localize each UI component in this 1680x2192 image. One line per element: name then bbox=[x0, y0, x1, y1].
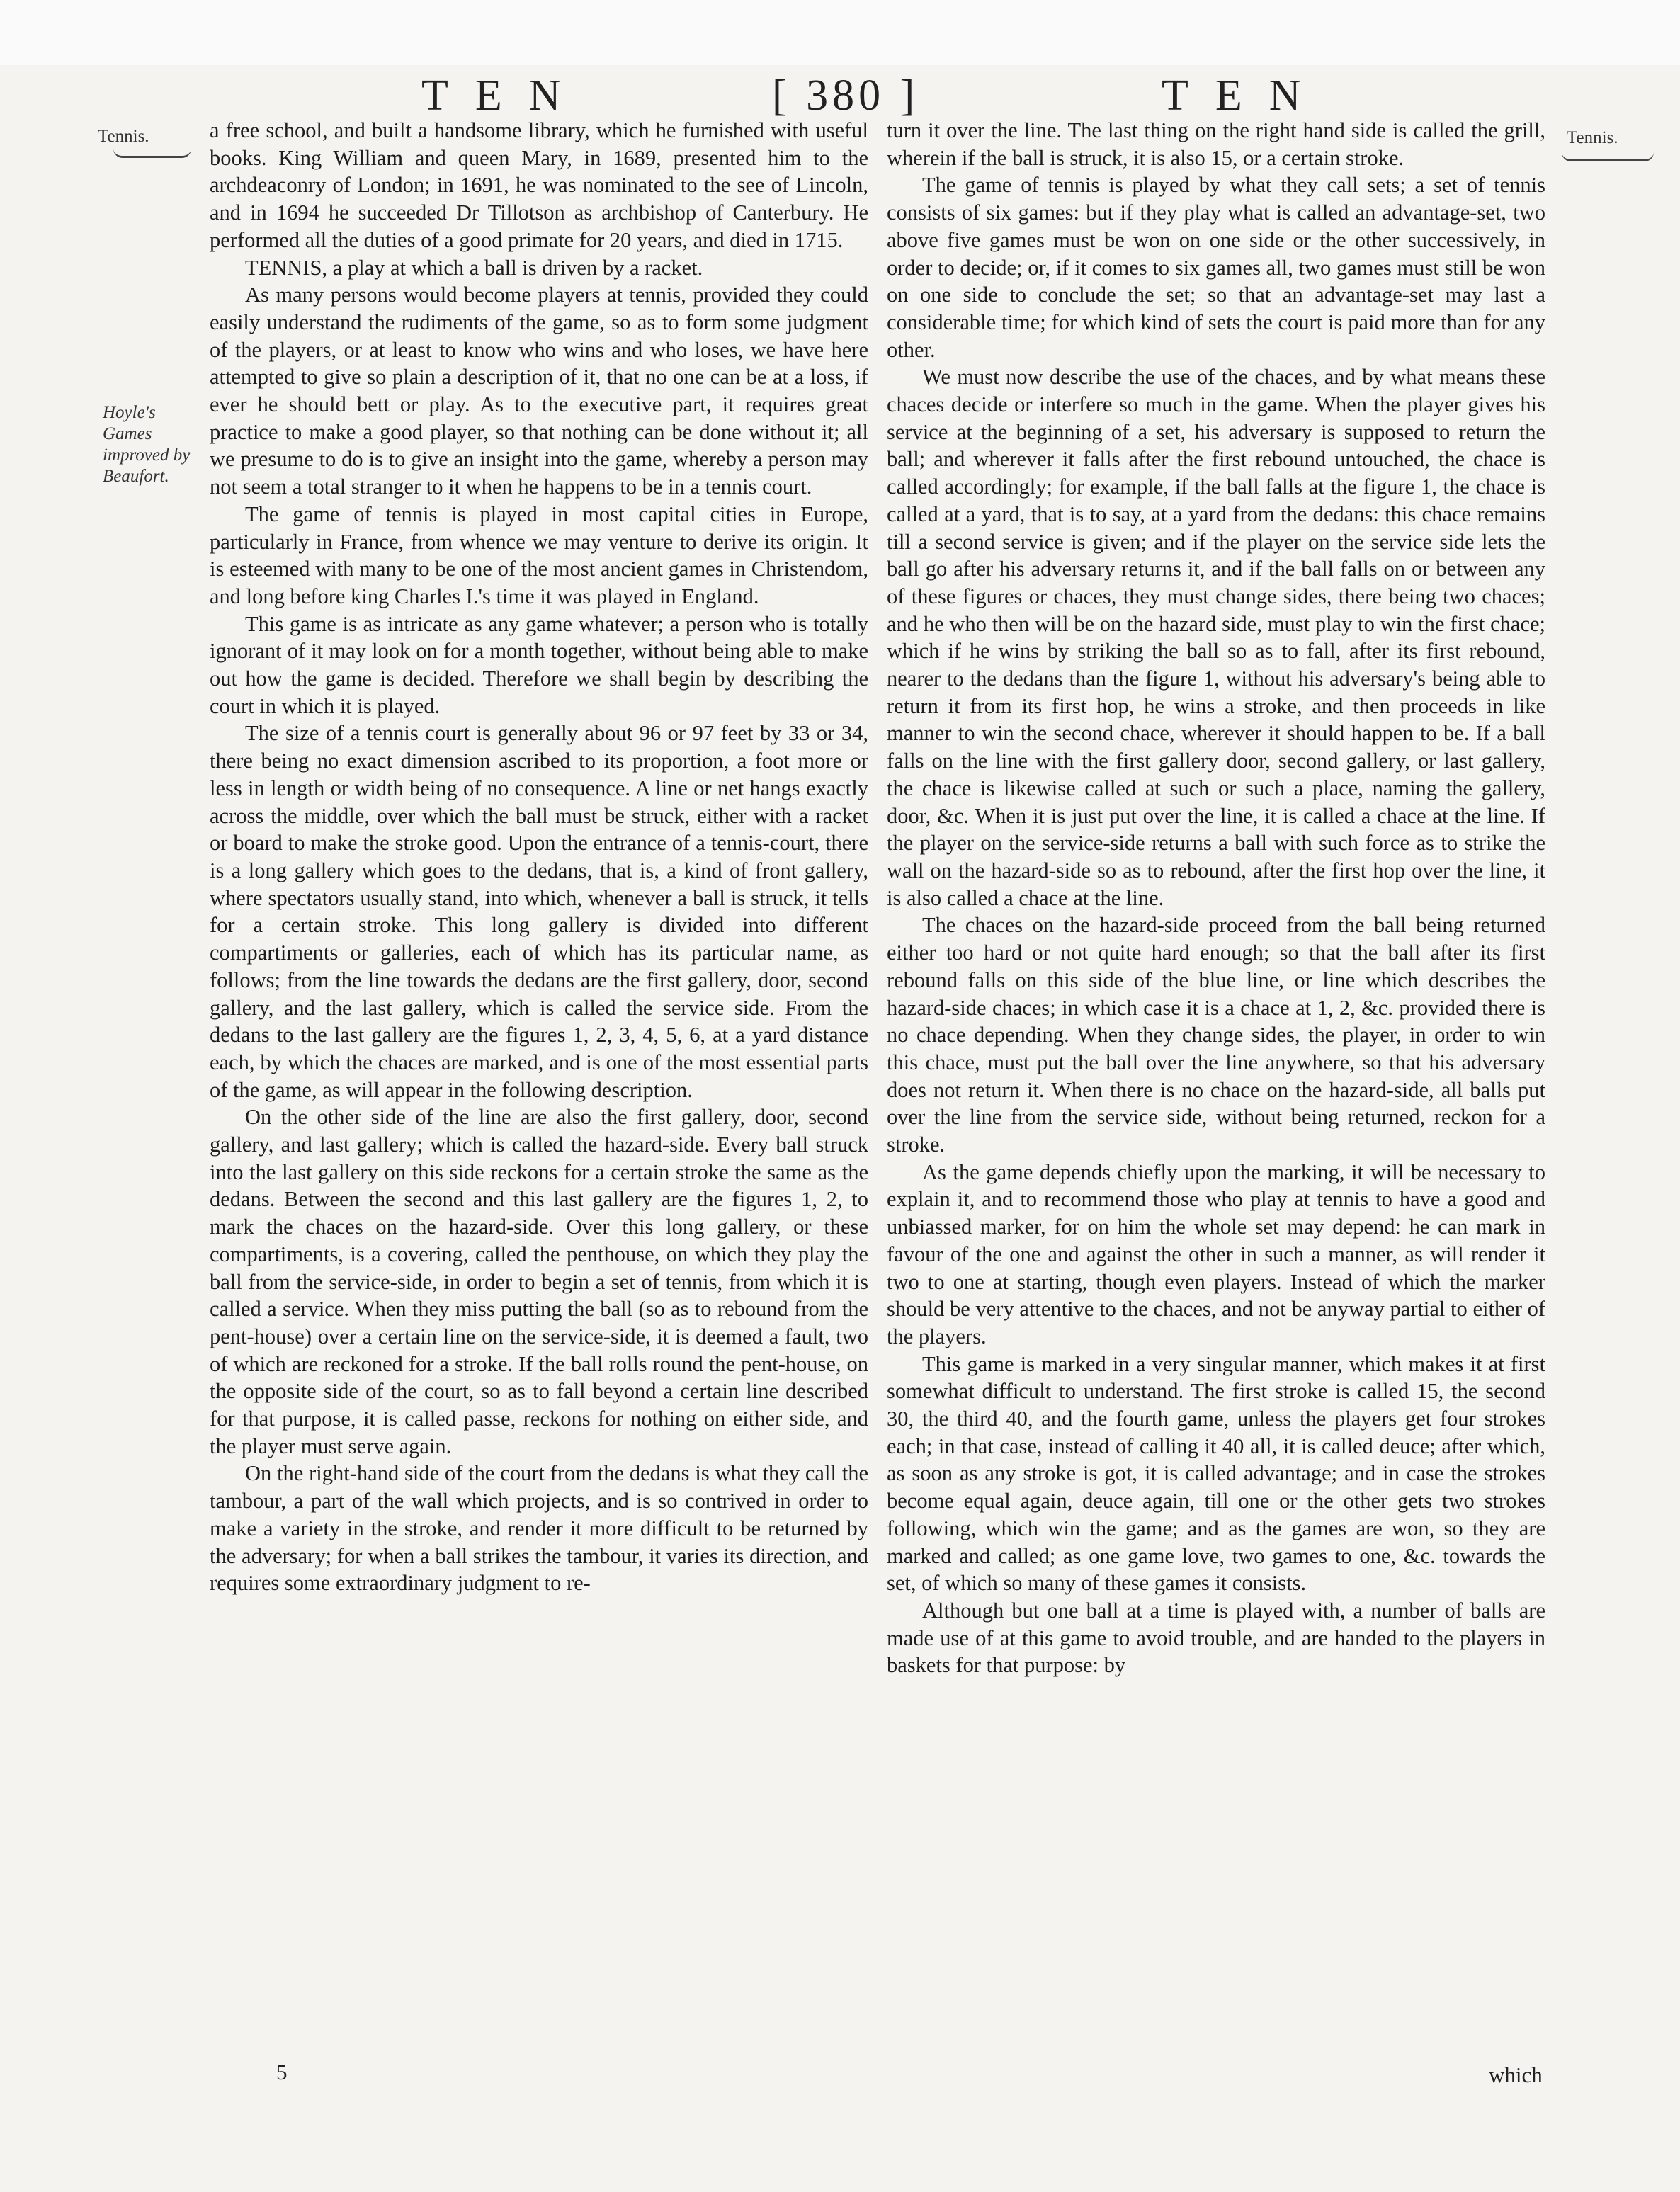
running-head-right: TEN bbox=[1162, 72, 1328, 120]
paragraph: We must now describe the use of the chaces, and by what means these chaces decide or interfere so much in the game. When the player gives his service at the beginning of a set, his adversary is supposed to return the ball; and wherever it falls after the first rebound untouched, the chace is called accordingly; for example, if the ball falls at the figure 1, the chace is called at a yard, that is to say, at a yard from the dedans: this chace remains till a second service is given; and if the player on the service side lets the ball go after his adversary returns it, and if the ball falls on or between any of these figures or chaces, they must change sides, there being two chaces; and he who then will be on the hazard side, must play to win the first chace; which if he wins by striking the ball so as to fall, after its first rebound, nearer to the dedans than the figure 1, without his adversary's being able to return it from its first hop, he wins a stroke, and then proceeds in like manner to win the second chace, wherever it should happen to be. If a ball falls on the line with the first gallery door, second gallery, or last gallery, the chace is likewise called at such or such a place, naming the gallery, door, &c. When it is just put over the line, it is called a chace at the line. If the player on the service-side returns a ball with such force as to strike the wall on the hazard-side so as to rebound, after the first hop over the line, it is also called a chace at the line. bbox=[887, 365, 1545, 910]
paragraph: The game of tennis is played in most capital cities in Europe, particularly in France, from whence we may venture to derive its origin. It is esteemed with many to be one of the most ancient games in Christendom, and long before king Charles I.'s time it was played in England. bbox=[210, 501, 868, 608]
side-note-left: Tennis. bbox=[98, 127, 149, 146]
paragraph: On the right-hand side of the court from the dedans is what they call the tambour, a part of the wall which projects, and is so contrived in order to make a variety in the stroke, and render it more difficult to be returned by the adversary; for when a ball strikes the tambour, it varies its direction, and requires some extraordinary judgment to re- bbox=[210, 1461, 868, 1596]
side-note-left-brace bbox=[113, 149, 191, 158]
signature-mark: 5 bbox=[276, 2060, 288, 2084]
paragraph: As many persons would become players at tennis, provided they could easily understand the rudiments of the game, so as to form some judgment of the players, or at least to know who wins and who loses, we have here attempted to give so plain a description of it, that no one can be at a loss, if ever he should bett or play. As to the executive part, it requires great practice to make a good player, so that nothing can be done without it; all we presume to do is to give an insight into the game, whereby a person may not seem a total stranger to it when he happens to be in a tennis court. bbox=[210, 283, 868, 499]
paragraph: The game of tennis is played by what they call sets; a set of tennis consists of six games: but if they play what is called an advantage-set, two above five games must be won on one side or the other successively, in order to decide; or, if it comes to six games all, two games must still be won on one side to conclude the set; so that an advantage-set may last a considerable time; for which kind of sets the court is paid more than for any other. bbox=[887, 173, 1545, 362]
catchword: which bbox=[1489, 2062, 1543, 2087]
paragraph: a free school, and built a handsome library, which he furnished with useful books. King William and queen Mary, in 1689, presented him to the archdeaconry of London; in 1691, he was nominated to the see of Lincoln, and in 1694 he succeeded Dr Tillotson as archbishop of Canterbury. He performed all the duties of a good primate for 20 years, and died in 1715. bbox=[210, 118, 868, 252]
side-note-hoyle: Hoyle's Games improved by Beaufort. bbox=[103, 403, 191, 486]
running-head-left: TEN bbox=[421, 72, 588, 120]
paragraph: The size of a tennis court is generally about 96 or 97 feet by 33 or 34, there being no exact dimension ascribed to its proportion, a foot more or less in length or width being of no consequence. A line or net hangs exactly across the middle, over which the ball must be struck, either with a racket or board to make the stroke good. Upon the entrance of a tennis-court, there is a long gallery which goes to the dedans, that is, a kind of front gallery, where spectators usually stand, into which, whenever a ball is struck, it tells for a certain stroke. This long gallery is divided into different compartiments or galleries, each of which has its particular name, as follows; from the line towards the dedans are the first gallery, door, second gallery, and the last gallery, which is called the service side. From the dedans to the last gallery are the figures 1, 2, 3, 4, 5, 6, at a yard distance each, by which the chaces are marked, and is one of the most essential parts of the game, as will appear in the following description. bbox=[210, 721, 868, 1102]
paragraph: Although but one ball at a time is played with, a number of balls are made use of at this game to avoid trouble, and are handed to the players in baskets for that purpose: by bbox=[887, 1598, 1545, 1678]
paragraph: TENNIS, a play at which a ball is driven by a racket. bbox=[245, 255, 703, 280]
page-number: [ 380 ] bbox=[772, 72, 919, 120]
viewer-top-bar bbox=[0, 0, 1680, 67]
right-column bbox=[887, 117, 1545, 2072]
paragraph: This game is as intricate as any game whatever; a person who is totally ignorant of it may look on for a month together, without being able to make out how the game is decided. Therefore we shall begin by describing the court in which it is played. bbox=[210, 611, 868, 718]
paragraph: As the game depends chiefly upon the marking, it will be necessary to explain it, and to recommend those who play at tennis to have a good and unbiassed marker, for on him the whole set may depend: he can mark in favour of the one and against the other in such a manner, as will render it two to one at starting, though even players. Instead of which the marker should be very attentive to the chaces, and not be anyway partial to either of the players. bbox=[887, 1159, 1545, 1348]
paragraph: On the other side of the line are also the first gallery, door, second gallery, and last gallery; which is called the hazard-side. Every ball struck into the last gallery on this side reckons for a certain stroke the same as the dedans. Between the second and this last gallery are the figures 1, 2, to mark the chaces on the hazard-side. Over this long gallery, or these compartiments, is a covering, called the penthouse, on which they play the ball from the service-side, in order to begin a set of tennis, from which it is called a service. When they miss putting the ball (so as to rebound from the pent-house) over a certain line on the service-side, it is deemed a fault, two of which are reckoned for a stroke. If the ball rolls round the pent-house, on the opposite side of the court, so as to fall beyond a certain line described for that purpose, it is called passe, reckons for nothing on either side, and the player must serve again. bbox=[210, 1105, 868, 1458]
side-note-right-brace bbox=[1562, 152, 1654, 161]
paragraph: This game is marked in a very singular manner, which makes it at first somewhat difficult to understand. The first stroke is called 15, the second 30, the third 40, and the fourth game, unless the players get four strokes each; in that case, instead of calling it 40 all, it is called deuce; after which, as soon as any stroke is got, it is called advantage; and in case the strokes become equal again, deuce again, till one or the other gets two strokes following, which win the game; and as the games are won, so they are marked and called; as one game love, two games to one, &c. towards the set, of which so many of these games it consists. bbox=[887, 1351, 1545, 1596]
left-column bbox=[210, 117, 868, 2072]
paragraph: The chaces on the hazard-side proceed from the ball being returned either too hard or not quite hard enough; so that the ball after its first rebound falls on this side of the blue line, or line which describes the hazard-side chaces; in which case it is a chace at 1, 2, &c. provided there is no chace depending. When they change sides, the player, in order to win this chace, must put the ball over the line anywhere, so that his adversary does not return it. When there is no chace on the hazard-side, all balls put over the line from the service side, without being returned, reckon for a stroke. bbox=[887, 913, 1545, 1157]
side-note-right: Tennis. bbox=[1567, 128, 1618, 147]
paragraph: turn it over the line. The last thing on the right hand side is called the grill, wherein if the ball is struck, it is also 15, or a certain stroke. bbox=[887, 118, 1545, 170]
